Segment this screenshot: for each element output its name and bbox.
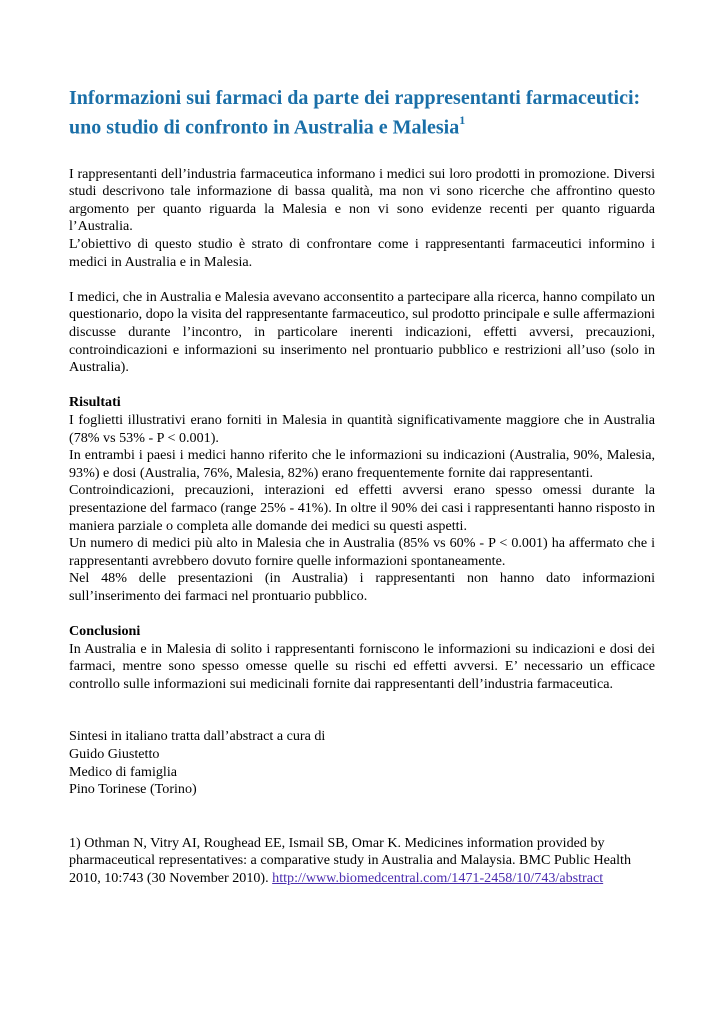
title-line-2: uno studio di confronto in Australia e Malesia (69, 116, 460, 139)
signature-line-1: Sintesi in italiano tratta dall’abstract a cura di (69, 728, 326, 745)
objective-paragraph: L’obiettivo di questo studio è strato di confrontare come i rappresentanti farmaceutici informino i medici in Australia e in Malesia. (69, 236, 655, 270)
reference-citation (69, 835, 655, 888)
results-paragraph-2: In entrambi i paesi i medici hanno riferito che le informazioni su indicazioni (Australia, 90%, Malesia, 93%) e dosi (Australia, 76%, Malesia, 82%) erano frequentemente fornite dai rappresentanti. (69, 447, 655, 481)
document-page (69, 86, 655, 888)
title-footnote-mark: 1 (459, 113, 466, 127)
reference-link[interactable]: http://www.biomedcentral.com/1471-2458/10/743/abstract (272, 870, 604, 887)
reference-block (69, 835, 655, 888)
signature-role: Medico di famiglia (69, 763, 178, 780)
conclusions-paragraph: In Australia e in Malesia di solito i rappresentanti forniscono le informazioni su indicazioni e dosi dei farmaci, mentre sono spesso omesse quelle su rischi ed effetti avversi. E’ necessario un efficace controllo sulle informazioni sui medicinali fornite dai rappresentanti dell’industria farmaceutica. (69, 640, 655, 692)
title-line-1: Informazioni sui farmaci da parte dei rappresentanti farmaceutici: (69, 87, 641, 109)
conclusions-heading: Conclusioni (69, 623, 141, 640)
results-paragraph-4: Un numero di medici più alto in Malesia che in Australia (85% vs 60% - P < 0.001) ha affermato che i rappresentanti avrebbero dovuto fornire quelle informazioni spontaneamente. (69, 535, 655, 569)
results-paragraph-3: Controindicazioni, precauzioni, interazioni ed effetti avversi erano spesso omessi durante la presentazione del farmaco (range 25% - 41%). In oltre il 90% dei casi i rappresentanti hanno risposto in maniera parziale o completa alle domande dei medici su questi aspetti. (69, 482, 655, 534)
signature-block (69, 728, 655, 798)
results-paragraph-1: I foglietti illustrativi erano forniti in Malesia in quantità significativamente maggiore che in Australia (78% vs 53% - P < 0.001). (69, 411, 655, 446)
signature-location: Pino Torinese (Torino) (69, 781, 197, 798)
intro-paragraph: I rappresentanti dell’industria farmaceutica informano i medici sui loro prodotti in promozione. Diversi studi descrivono tale informazione di bassa qualità, ma non vi sono ricerche che affrontino questo argomento per quanto riguarda la Malesia e non vi sono evidenze recenti per quanto riguarda l’Australia. (69, 165, 655, 235)
reference-text: 1) Othman N, Vitry AI, Roughead EE, Ismail SB, Omar K. Medicines information provided by pharmaceutical representatives: a comparative study in Australia and Malaysia. BMC Public Health 2010, 10:743 (30 November 2010). (69, 834, 632, 887)
results-paragraph-5: Nel 48% delle presentazioni (in Australia) i rappresentanti non hanno dato informazioni sull’inserimento dei farmaci nel prontuario pubblico. (69, 570, 655, 604)
signature-author: Guido Giustetto (69, 746, 160, 763)
methods-paragraph: I medici, che in Australia e Malesia avevano acconsentito a partecipare alla ricerca, hanno compilato un questionario, dopo la visita del rappresentante farmaceutico, sul prodotto principale e sulle affermazioni discusse durante l’incontro, in particolare inerenti indicazioni, effetti avversi, precauzioni, controindicazioni e informazioni su inserimento nel prontuario pubblico e restrizioni all’uso (solo in Australia). (69, 288, 655, 376)
results-heading: Risultati (69, 394, 121, 411)
document-title (69, 86, 655, 140)
